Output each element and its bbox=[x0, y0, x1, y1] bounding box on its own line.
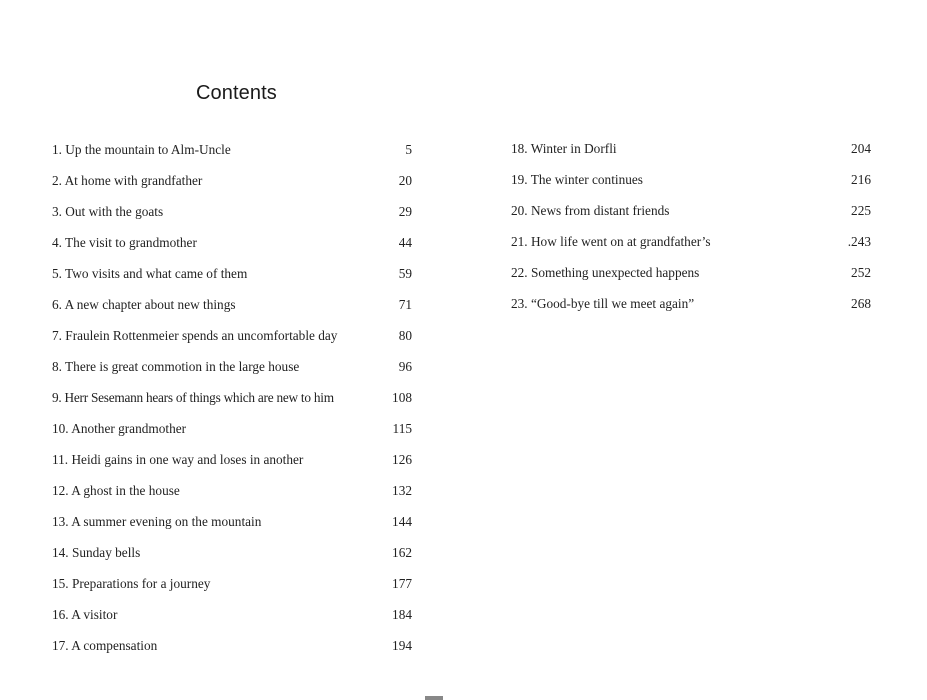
toc-entry-page: 204 bbox=[851, 141, 871, 156]
toc-entry bbox=[52, 227, 412, 258]
toc-entry-page: 225 bbox=[851, 203, 871, 218]
toc-entry bbox=[511, 288, 871, 319]
toc-entry bbox=[511, 164, 871, 195]
toc-entry-page: 20 bbox=[398, 173, 412, 188]
toc-entry-title: 13. A summer evening on the mountain bbox=[52, 514, 262, 529]
toc-entry bbox=[52, 444, 412, 475]
toc-entry bbox=[52, 289, 412, 320]
toc-entry bbox=[52, 382, 412, 413]
toc-entry-title: 2. At home with grandfather bbox=[52, 173, 203, 188]
toc-entry bbox=[52, 413, 412, 444]
toc-entry-page: 59 bbox=[398, 266, 412, 281]
toc-entry-page: 252 bbox=[851, 265, 871, 280]
toc-entry bbox=[52, 134, 412, 165]
toc-entry bbox=[52, 475, 412, 506]
toc-entry-page: 80 bbox=[398, 328, 412, 343]
toc-entry-title: 6. A new chapter about new things bbox=[52, 297, 236, 312]
toc-entry bbox=[52, 506, 412, 537]
toc-entry-title: 1. Up the mountain to Alm-Uncle bbox=[52, 142, 231, 157]
toc-entry bbox=[52, 630, 412, 661]
toc-entry bbox=[52, 568, 412, 599]
toc-entry-page: 115 bbox=[392, 421, 412, 436]
toc-entry-page: 5 bbox=[405, 142, 412, 157]
toc-entry bbox=[52, 537, 412, 568]
toc-entry bbox=[52, 196, 412, 227]
toc-entry-title: 17. A compensation bbox=[52, 638, 158, 653]
toc-entry bbox=[511, 226, 871, 257]
toc-entry bbox=[52, 351, 412, 382]
toc-entry-title: 8. There is great commotion in the large house bbox=[52, 359, 300, 374]
toc-entry-title: 18. Winter in Dorfli bbox=[511, 141, 617, 156]
toc-entry-page: 194 bbox=[392, 638, 412, 653]
toc-entry-page: 126 bbox=[392, 452, 412, 467]
toc-entry-title: 10. Another grandmother bbox=[52, 421, 187, 436]
toc-entry-page: 44 bbox=[398, 235, 412, 250]
toc-entry bbox=[511, 257, 871, 288]
page-title: Contents bbox=[196, 82, 277, 104]
toc-entry-title: 16. A visitor bbox=[52, 607, 118, 622]
toc-entry-page: 96 bbox=[398, 359, 412, 374]
toc-entry-title: 7. Fraulein Rottenmeier spends an uncomfortable day bbox=[52, 328, 338, 343]
toc-entry-page: 29 bbox=[398, 204, 412, 219]
page-footer-mark bbox=[425, 696, 443, 700]
toc-entry-title: 4. The visit to grandmother bbox=[52, 235, 197, 250]
toc-entry-page: 216 bbox=[851, 172, 871, 187]
toc-entry-title: 11. Heidi gains in one way and loses in another bbox=[52, 452, 304, 467]
toc-entry-title: 14. Sunday bells bbox=[52, 545, 141, 560]
toc-entry-title: 12. A ghost in the house bbox=[52, 483, 180, 498]
toc-entry-title: 5. Two visits and what came of them bbox=[52, 266, 248, 281]
toc-entry bbox=[52, 258, 412, 289]
contents-left-column bbox=[52, 134, 412, 661]
toc-entry-page: 108 bbox=[392, 390, 412, 405]
toc-entry bbox=[511, 133, 871, 164]
toc-entry-title: 22. Something unexpected happens bbox=[511, 265, 700, 280]
toc-entry bbox=[511, 195, 871, 226]
toc-entry-title: 21. How life went on at grandfather’s bbox=[511, 234, 711, 249]
toc-entry-page: 184 bbox=[392, 607, 412, 622]
toc-entry-page: .243 bbox=[847, 234, 871, 249]
toc-entry bbox=[52, 320, 412, 351]
toc-entry bbox=[52, 599, 412, 630]
toc-entry-title: 15. Preparations for a journey bbox=[52, 576, 211, 591]
toc-entry-page: 162 bbox=[392, 545, 412, 560]
toc-entry-title: 9. Herr Sesemann hears of things which are new to him bbox=[52, 390, 334, 405]
toc-entry-page: 132 bbox=[392, 483, 412, 498]
toc-entry-title: 20. News from distant friends bbox=[511, 203, 670, 218]
contents-right-column bbox=[511, 133, 871, 319]
toc-entry-page: 268 bbox=[851, 296, 871, 311]
toc-entry-page: 144 bbox=[392, 514, 412, 529]
toc-entry-title: 23. “Good-bye till we meet again” bbox=[511, 296, 695, 311]
toc-entry-title: 3. Out with the goats bbox=[52, 204, 164, 219]
toc-entry-page: 177 bbox=[392, 576, 412, 591]
toc-entry-page: 71 bbox=[398, 297, 412, 312]
toc-entry bbox=[52, 165, 412, 196]
toc-entry-title: 19. The winter continues bbox=[511, 172, 643, 187]
